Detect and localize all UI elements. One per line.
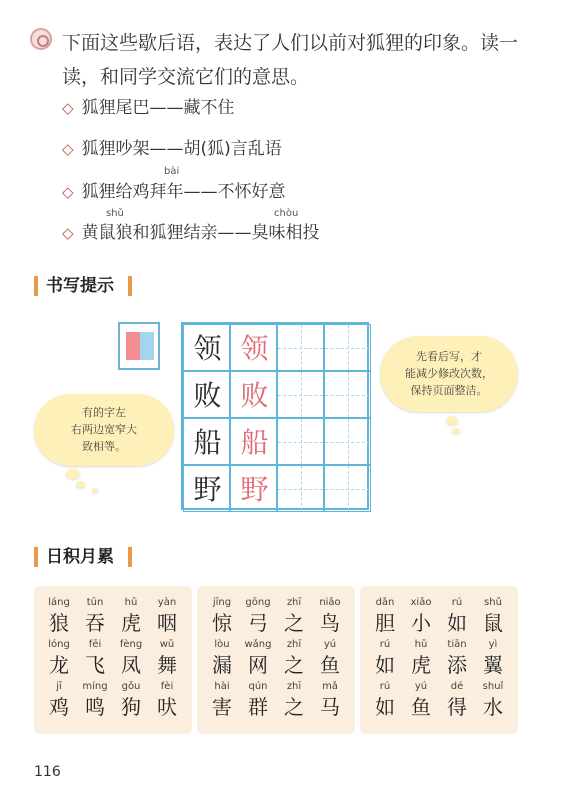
idiom-pinyin: wǔ — [159, 639, 175, 650]
idiom-character: 翼 — [483, 653, 503, 677]
idiom-pinyin: tūn — [86, 597, 104, 608]
idiom-character: 咽 — [157, 611, 177, 635]
idiom-character: 害 — [212, 695, 232, 719]
idiom-syllable — [313, 638, 347, 678]
idiom-phrase — [42, 680, 186, 724]
idiom-pinyin: lòu — [214, 639, 230, 650]
section-title-accumulation: 日积月累 — [46, 547, 114, 567]
stroke-char: 领 — [240, 332, 269, 365]
thought-bubble — [452, 428, 460, 434]
idiom-pinyin: rú — [379, 639, 391, 650]
idiom-syllable — [78, 638, 112, 678]
proverb-item — [62, 93, 462, 123]
idiom-pinyin: zhī — [286, 681, 302, 692]
idiom-character: 龙 — [49, 653, 69, 677]
idiom-character: 舞 — [157, 653, 177, 677]
tip-text-left — [40, 404, 168, 455]
idiom-character: 吠 — [157, 695, 177, 719]
idiom-pinyin: gǒu — [121, 681, 141, 692]
idiom-pinyin: míng — [82, 681, 108, 692]
idiom-character: 马 — [320, 695, 340, 719]
idiom-pinyin: tiān — [447, 639, 467, 650]
idiom-character: 鱼 — [320, 653, 340, 677]
section-title-writing: 书写提示 — [46, 276, 114, 296]
idiom-character: 之 — [284, 695, 304, 719]
idiom-character: 得 — [447, 695, 467, 719]
idiom-character: 鸣 — [85, 695, 105, 719]
idiom-syllable — [78, 596, 112, 636]
diamond-icon: ◇ — [62, 183, 74, 201]
idiom-syllable — [42, 638, 76, 678]
model-char: 野 — [193, 473, 222, 506]
idiom-phrase — [42, 596, 186, 640]
proverb-item — [62, 134, 462, 164]
idiom-pinyin: hǔ — [124, 597, 138, 608]
tip-text-right — [386, 348, 512, 399]
practice-cell[interactable] — [277, 371, 324, 418]
idiom-syllable — [42, 680, 76, 720]
practice-cell[interactable] — [324, 418, 371, 465]
idiom-phrase — [368, 680, 512, 724]
idiom-syllable — [78, 680, 112, 720]
thought-bubble — [76, 481, 85, 488]
idiom-syllable — [440, 680, 474, 720]
idiom-character: 吞 — [85, 611, 105, 635]
idiom-syllable — [440, 596, 474, 636]
color-legend-icon — [118, 322, 160, 370]
activity-circle-icon — [30, 28, 52, 50]
blue-swatch — [140, 332, 154, 360]
idiom-pinyin: yú — [323, 639, 337, 650]
proverb-item — [62, 218, 462, 248]
idiom-syllable — [241, 638, 275, 678]
pinyin-annotation: chòu — [274, 208, 299, 219]
idiom-character: 如 — [447, 611, 467, 635]
idiom-syllable — [404, 680, 438, 720]
idiom-pinyin: mǎ — [322, 681, 338, 692]
idiom-pinyin: láng — [48, 597, 70, 608]
idiom-pinyin: yàn — [157, 597, 177, 608]
idiom-character: 鸟 — [320, 611, 340, 635]
idiom-phrase — [205, 638, 349, 682]
model-char: 船 — [193, 426, 222, 459]
idiom-character: 如 — [375, 653, 395, 677]
idiom-character: 添 — [447, 653, 467, 677]
stroke-char: 野 — [240, 473, 269, 506]
grid-cell — [230, 418, 277, 465]
idiom-syllable — [476, 638, 510, 678]
idiom-pinyin: wǎng — [244, 639, 272, 650]
idiom-pinyin: yú — [414, 681, 428, 692]
model-char: 领 — [193, 332, 222, 365]
idiom-character: 水 — [483, 695, 503, 719]
idiom-pinyin: qún — [248, 681, 268, 692]
idiom-pinyin: jīng — [212, 597, 232, 608]
practice-cell[interactable] — [324, 324, 371, 371]
idiom-syllable — [277, 596, 311, 636]
tip-cloud-left — [34, 394, 174, 466]
idiom-pinyin: hài — [214, 681, 230, 692]
idiom-phrase — [205, 680, 349, 724]
idiom-pinyin: hǔ — [414, 639, 428, 650]
idiom-syllable — [277, 680, 311, 720]
idiom-syllable — [313, 680, 347, 720]
idiom-pinyin: gōng — [245, 597, 271, 608]
idiom-syllable — [404, 638, 438, 678]
idiom-pinyin: dé — [450, 681, 464, 692]
intro-line-1: 下面这些歇后语，表达了人们以前对狐狸的印象。读一 — [62, 32, 519, 54]
section-bar-left — [34, 276, 38, 296]
practice-cell[interactable] — [324, 371, 371, 418]
idiom-pinyin: fēi — [88, 639, 102, 650]
idiom-pinyin: niǎo — [319, 597, 341, 608]
idiom-character: 鼠 — [483, 611, 503, 635]
idiom-syllable — [404, 596, 438, 636]
idiom-character: 弓 — [248, 611, 268, 635]
idiom-character: 之 — [284, 653, 304, 677]
idiom-syllable — [313, 596, 347, 636]
writing-grid — [181, 322, 369, 510]
tip-line: 保持页面整洁。 — [410, 384, 488, 397]
idiom-character: 飞 — [85, 653, 105, 677]
model-char: 败 — [193, 379, 222, 412]
proverb-text: 狐狸尾巴——藏不住 — [81, 98, 235, 118]
proverb-item — [62, 177, 462, 207]
idiom-pinyin: yì — [488, 639, 498, 650]
idiom-pinyin: lóng — [48, 639, 70, 650]
tip-line: 右两边宽窄大 — [71, 423, 137, 436]
idiom-syllable — [150, 596, 184, 636]
tip-line: 致相等。 — [82, 440, 126, 453]
diamond-icon: ◇ — [62, 140, 74, 158]
idiom-syllable — [114, 596, 148, 636]
idiom-character: 鸡 — [49, 695, 69, 719]
practice-cell[interactable] — [324, 465, 371, 512]
idiom-phrase — [42, 638, 186, 682]
idiom-syllable — [114, 638, 148, 678]
idiom-syllable — [241, 680, 275, 720]
idiom-syllable — [476, 596, 510, 636]
idiom-character: 虎 — [411, 653, 431, 677]
idiom-syllable — [205, 596, 239, 636]
idiom-pinyin: fèi — [160, 681, 174, 692]
idiom-syllable — [368, 680, 402, 720]
idiom-pinyin: rú — [379, 681, 391, 692]
idiom-character: 小 — [411, 611, 431, 635]
idiom-syllable — [241, 596, 275, 636]
idiom-phrase — [368, 596, 512, 640]
idiom-pinyin: dǎn — [375, 597, 395, 608]
pinyin-annotation: bài — [164, 166, 180, 177]
idiom-character: 狗 — [121, 695, 141, 719]
thought-bubble — [92, 488, 98, 493]
idiom-phrase — [205, 596, 349, 640]
idiom-character: 胆 — [375, 611, 395, 635]
idiom-syllable — [277, 638, 311, 678]
idiom-syllable — [368, 596, 402, 636]
idiom-pinyin: fèng — [119, 639, 143, 650]
idiom-pinyin: zhī — [286, 639, 302, 650]
stroke-char: 败 — [240, 379, 269, 412]
idiom-pinyin: jī — [56, 681, 62, 692]
idiom-character: 狼 — [49, 611, 69, 635]
idiom-pinyin: shǔ — [484, 597, 502, 608]
idiom-character: 网 — [248, 653, 268, 677]
idiom-syllable — [476, 680, 510, 720]
grid-cell — [230, 324, 277, 371]
tip-line: 有的字左 — [82, 406, 126, 419]
stroke-char: 船 — [240, 426, 269, 459]
grid-cell — [183, 371, 230, 418]
idiom-character: 惊 — [212, 611, 232, 635]
idiom-character: 如 — [375, 695, 395, 719]
practice-cell[interactable] — [277, 465, 324, 512]
idiom-character: 群 — [248, 695, 268, 719]
practice-cell[interactable] — [277, 324, 324, 371]
idiom-phrase — [368, 638, 512, 682]
proverb-text: 黄鼠狼和狐狸结亲——臭味相投 — [81, 223, 320, 243]
proverb-text: 狐狸给鸡拜年——不怀好意 — [81, 182, 286, 202]
grid-cell — [183, 465, 230, 512]
thought-bubble — [446, 416, 458, 425]
thought-bubble — [66, 469, 80, 479]
idiom-pinyin: zhī — [286, 597, 302, 608]
tip-cloud-right — [380, 336, 518, 412]
idiom-syllable — [205, 638, 239, 678]
intro-line-2: 读，和同学交流它们的意思。 — [62, 66, 310, 88]
tip-line: 先看后写，才 — [416, 350, 482, 363]
pinyin-annotation: shǔ — [106, 208, 124, 219]
idiom-character: 漏 — [212, 653, 232, 677]
idiom-syllable — [205, 680, 239, 720]
grid-cell — [183, 324, 230, 371]
idiom-character: 鱼 — [411, 695, 431, 719]
idiom-pinyin: shuǐ — [482, 681, 504, 692]
idiom-pinyin: rú — [451, 597, 463, 608]
proverb-text: 狐狸吵架——胡(狐)言乱语 — [81, 139, 282, 159]
practice-cell[interactable] — [277, 418, 324, 465]
section-bar-right — [128, 276, 132, 296]
idiom-panel — [34, 586, 192, 734]
diamond-icon: ◇ — [62, 224, 74, 242]
diamond-icon: ◇ — [62, 99, 74, 117]
idiom-panel — [197, 586, 355, 734]
idiom-syllable — [114, 680, 148, 720]
section-bar-right — [128, 547, 132, 567]
tip-line: 能减少修改次数， — [405, 367, 493, 380]
idiom-pinyin: xiǎo — [410, 597, 432, 608]
page-number: 116 — [34, 764, 61, 780]
idiom-syllable — [42, 596, 76, 636]
grid-cell — [230, 371, 277, 418]
idiom-panel — [360, 586, 518, 734]
section-bar-left — [34, 547, 38, 567]
idiom-syllable — [150, 680, 184, 720]
grid-cell — [183, 418, 230, 465]
idiom-syllable — [368, 638, 402, 678]
idiom-character: 虎 — [121, 611, 141, 635]
pink-swatch — [126, 332, 140, 360]
idiom-syllable — [150, 638, 184, 678]
idiom-syllable — [440, 638, 474, 678]
idiom-character: 凤 — [121, 653, 141, 677]
intro-text — [62, 26, 542, 94]
idiom-character: 之 — [284, 611, 304, 635]
grid-cell — [230, 465, 277, 512]
